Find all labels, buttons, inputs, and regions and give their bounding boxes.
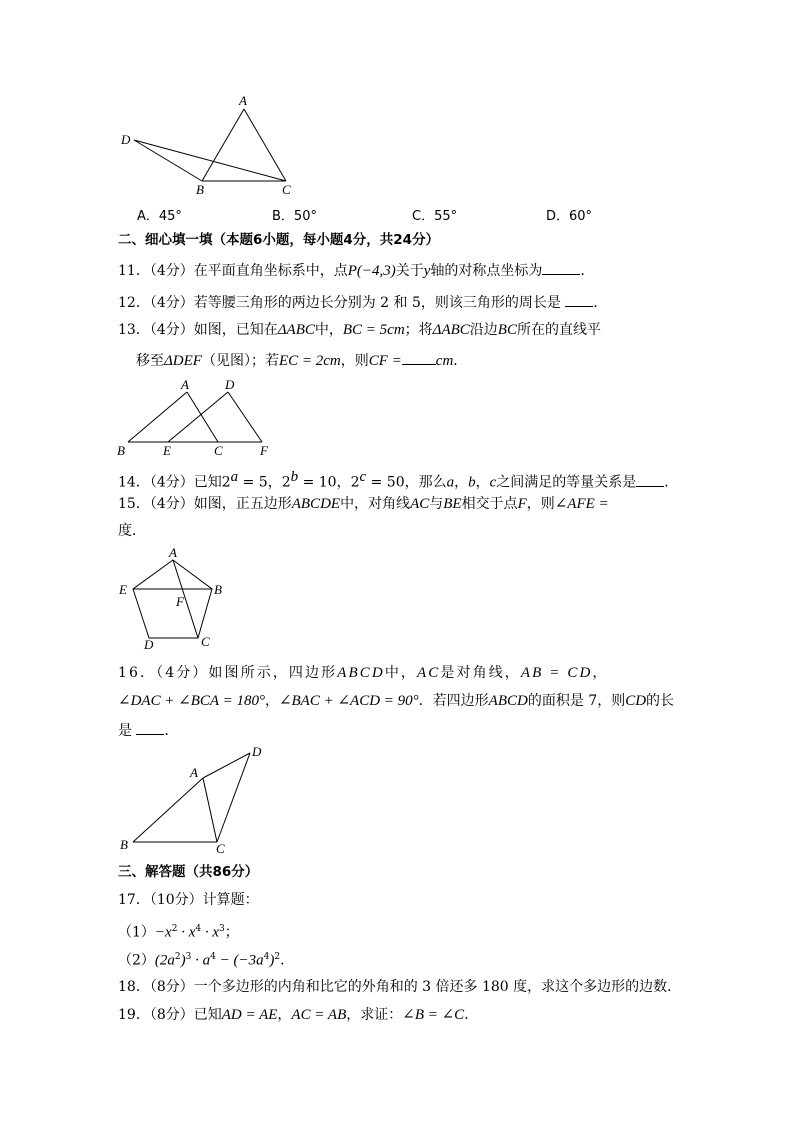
q13-suffix: 所在的直线平	[516, 322, 601, 338]
q14-exp-b: b	[290, 469, 299, 485]
q16-l2-mid2: 的面积是 7，则	[527, 693, 626, 709]
label-c: C	[216, 841, 225, 856]
q17-part-1-label: （1）	[118, 924, 155, 941]
q14-exp-a: a	[230, 469, 239, 485]
q19-ac-ab: AC = AB	[291, 1007, 347, 1023]
q13-cf: CF =	[368, 353, 402, 369]
question-11	[118, 260, 594, 280]
question-16-line-3	[118, 720, 178, 740]
label-e: E	[119, 582, 127, 597]
figure-q10	[110, 90, 310, 200]
option-a[interactable]: A．45°	[137, 209, 182, 224]
q14-val-3: = 50，那么	[366, 474, 447, 491]
q16-l2-mid: ．若四边形	[418, 693, 489, 709]
q13-l2-prefix: 移至	[136, 353, 164, 369]
q14-prefix: 14．（4分）已知	[118, 474, 222, 491]
q15-prefix: 15．（4分）如图，正五边形	[118, 496, 292, 512]
q14-base-3: 2	[350, 474, 360, 491]
q17-p2-e5: 2	[274, 952, 281, 962]
label-f: F	[260, 443, 268, 458]
q14-var-a: a	[446, 474, 455, 491]
q16-mid: 中，	[384, 665, 418, 681]
label-a: A	[181, 377, 189, 392]
q15-angle: ∠AFE =	[554, 496, 609, 512]
q13-l2-mid: （见图）；若	[201, 353, 279, 369]
question-19	[118, 1006, 478, 1024]
q16-condition-2: ∠BAC + ∠ACD = 90°	[278, 693, 419, 709]
q11-var: y	[423, 263, 431, 279]
q13-triangle-abc-2: ΔABC	[432, 322, 470, 338]
q17-p2-e1: 2	[174, 952, 181, 962]
label-d: D	[121, 132, 131, 147]
q14-exp-c: c	[359, 469, 367, 485]
q13-end: ．	[453, 353, 468, 369]
q13-mid2: ；将	[404, 322, 433, 338]
figure-q15	[110, 545, 240, 655]
q16-mid2: 是对角线，	[440, 665, 521, 681]
label-c: C	[282, 182, 291, 197]
q13-triangle-abc: ΔABC	[277, 322, 315, 338]
q15-polygon: ABCDE	[291, 496, 341, 512]
question-17-part-2	[118, 948, 294, 970]
q15-mid: 中，对角线	[340, 496, 411, 512]
q17-p2-b: )	[180, 952, 186, 969]
q16-quad: ABCD	[337, 665, 385, 681]
q11-prefix: 11．（4分）在平面直角坐标系中，点	[118, 263, 348, 279]
label-f: F	[176, 594, 184, 609]
segment-ab	[202, 109, 244, 181]
segment-ac	[244, 109, 286, 181]
q14-sep-1: ，	[454, 474, 469, 491]
q16-quad-2: ABCD	[488, 693, 528, 709]
diagonal-ac	[203, 778, 217, 842]
q17-p1-term-2: · x	[177, 924, 196, 941]
q17-p2-e2: 3	[185, 952, 192, 962]
label-e: E	[163, 443, 171, 458]
q13-answer-blank[interactable]	[402, 350, 436, 365]
label-a: A	[190, 765, 198, 780]
q17-p2-a: (2a	[154, 952, 175, 969]
q13-bc: BC = 5cm	[342, 322, 405, 338]
label-d: D	[252, 744, 262, 759]
q17-p2-end: ．	[280, 952, 295, 969]
label-a: A	[239, 93, 247, 108]
option-c[interactable]: C．55°	[412, 209, 458, 224]
segment-ed	[168, 392, 228, 442]
q19-mid: ，求证：	[346, 1007, 403, 1023]
q15-mid3: 相交于点	[461, 496, 518, 512]
q11-suffix: 轴的对称点坐标为	[430, 263, 543, 279]
q15-ac: AC	[410, 496, 430, 512]
q14-val-2: = 10，	[298, 474, 351, 491]
q11-point: P(−4,3)	[347, 263, 396, 279]
q14-var-b: b	[468, 474, 476, 491]
q16-l3: 是	[118, 723, 137, 739]
segment-df	[228, 392, 262, 442]
q15-be: BE	[443, 496, 462, 512]
question-13-line-1	[118, 321, 601, 339]
figure-q13	[110, 375, 280, 460]
question-14	[118, 468, 678, 492]
q17-p2-d: − (−3a	[215, 952, 264, 969]
label-b: B	[120, 837, 128, 852]
q16-prefix: 16．（4分）如图所示，四边形	[118, 665, 338, 681]
label-a: A	[169, 545, 177, 560]
q17-p1-exp-2: 4	[195, 924, 202, 934]
q16-condition-1: ∠DAC + ∠BCA = 180°	[118, 693, 265, 709]
question-17: 17．（10分）计算题：	[118, 892, 259, 908]
q13-l2-mid2: ，则	[340, 353, 369, 369]
label-b: B	[214, 582, 222, 597]
q14-suffix: 之间满足的等量关系是	[496, 474, 637, 491]
figure-q16	[110, 740, 280, 860]
q14-sep-2: ，	[475, 474, 490, 491]
q17-p1-term: −x	[154, 924, 172, 941]
q17-part-2-label: （2）	[118, 952, 155, 969]
q16-answer-blank[interactable]	[136, 720, 164, 735]
option-d[interactable]: D．60°	[546, 209, 593, 224]
section-3-heading: 三、解答题（共86分）	[118, 864, 259, 880]
question-16-line-2	[118, 692, 674, 710]
label-c: C	[214, 443, 223, 458]
q13-mid3: 沿边	[469, 322, 498, 338]
q16-ab-cd: AB = CD	[520, 665, 593, 681]
pentagon	[133, 560, 212, 638]
q12-end: ．	[593, 295, 608, 311]
q16-end: ．	[164, 723, 179, 739]
segment-ac	[187, 392, 218, 442]
q19-prefix: 19．（8分）已知	[118, 1007, 222, 1023]
q11-mid: 关于	[395, 263, 424, 279]
section-2-heading: 二、细心填一填（本题6小题，每小题4分，共24分）	[118, 232, 440, 248]
q13-unit: cm	[435, 353, 454, 369]
segment-ad	[203, 753, 250, 778]
q16-l2-end: 的长	[646, 693, 675, 709]
q13-bc-2: BC	[497, 322, 517, 338]
question-18: 18．（8分）一个多边形的内角和比它的外角和的 3 倍还多 180 度，求这个多边形的边数．	[118, 979, 682, 995]
q16-sep: ，	[264, 693, 279, 709]
q17-p1-exp-1: 2	[171, 924, 178, 934]
q17-p2-f: )	[269, 952, 275, 969]
q14-base-1: 2	[221, 474, 231, 491]
segment-dc	[134, 140, 286, 181]
q14-val-1: = 5，	[238, 474, 282, 491]
q15-mid4: ，则	[526, 496, 555, 512]
label-c: C	[201, 634, 210, 649]
q17-p1-exp-3: 3	[219, 924, 225, 934]
q19-sep: ，	[277, 1007, 292, 1023]
q13-prefix: 13．（4分）如图，已知在	[118, 322, 278, 338]
segment-ba	[133, 778, 203, 842]
q13-mid: 中，	[314, 322, 343, 338]
q19-angle: ∠B = ∠C	[402, 1007, 465, 1023]
q16-end-1: ，	[592, 665, 609, 681]
q11-answer-blank[interactable]	[542, 260, 580, 275]
segment-dc	[217, 753, 250, 842]
q13-triangle-def: ΔDEF	[164, 353, 202, 369]
q13-ec: EC = 2cm	[278, 353, 341, 369]
q15-f: F	[517, 496, 527, 512]
label-b: B	[196, 182, 204, 197]
q11-end: ．	[580, 263, 595, 279]
segment-db	[134, 140, 202, 181]
q17-p2-c: · a	[191, 952, 211, 969]
q14-var-c: c	[489, 474, 497, 491]
q12-text: 12．（4分）若等腰三角形的两边长分别为 2 和 5，则该三角形的周长是	[118, 295, 566, 311]
q16-ac: AC	[417, 665, 441, 681]
q12-answer-blank[interactable]	[565, 292, 593, 307]
question-15-line-2: 度．	[118, 523, 146, 539]
q17-p1-end: ；	[224, 924, 239, 941]
q17-p2-e4: 4	[263, 952, 270, 962]
q19-end: ．	[464, 1007, 479, 1023]
q17-p2-e3: 4	[210, 952, 216, 962]
question-15-line-1	[118, 495, 609, 513]
q14-end: ．	[664, 474, 679, 491]
q14-answer-blank[interactable]	[636, 472, 664, 487]
q19-ad-ae: AD = AE	[221, 1007, 278, 1023]
question-17-part-1	[118, 920, 239, 942]
label-d: D	[225, 377, 235, 392]
question-13-line-2	[136, 350, 467, 370]
question-16-line-1	[118, 664, 609, 682]
label-d: D	[144, 637, 154, 652]
segment-ba	[128, 392, 187, 442]
option-b[interactable]: B．50°	[272, 209, 317, 224]
q15-mid2: 与	[429, 496, 444, 512]
q17-p1-term-3: · x	[201, 924, 220, 941]
label-b: B	[117, 443, 125, 458]
q16-cd: CD	[625, 693, 647, 709]
q14-base-2: 2	[281, 474, 291, 491]
question-12	[118, 292, 607, 312]
